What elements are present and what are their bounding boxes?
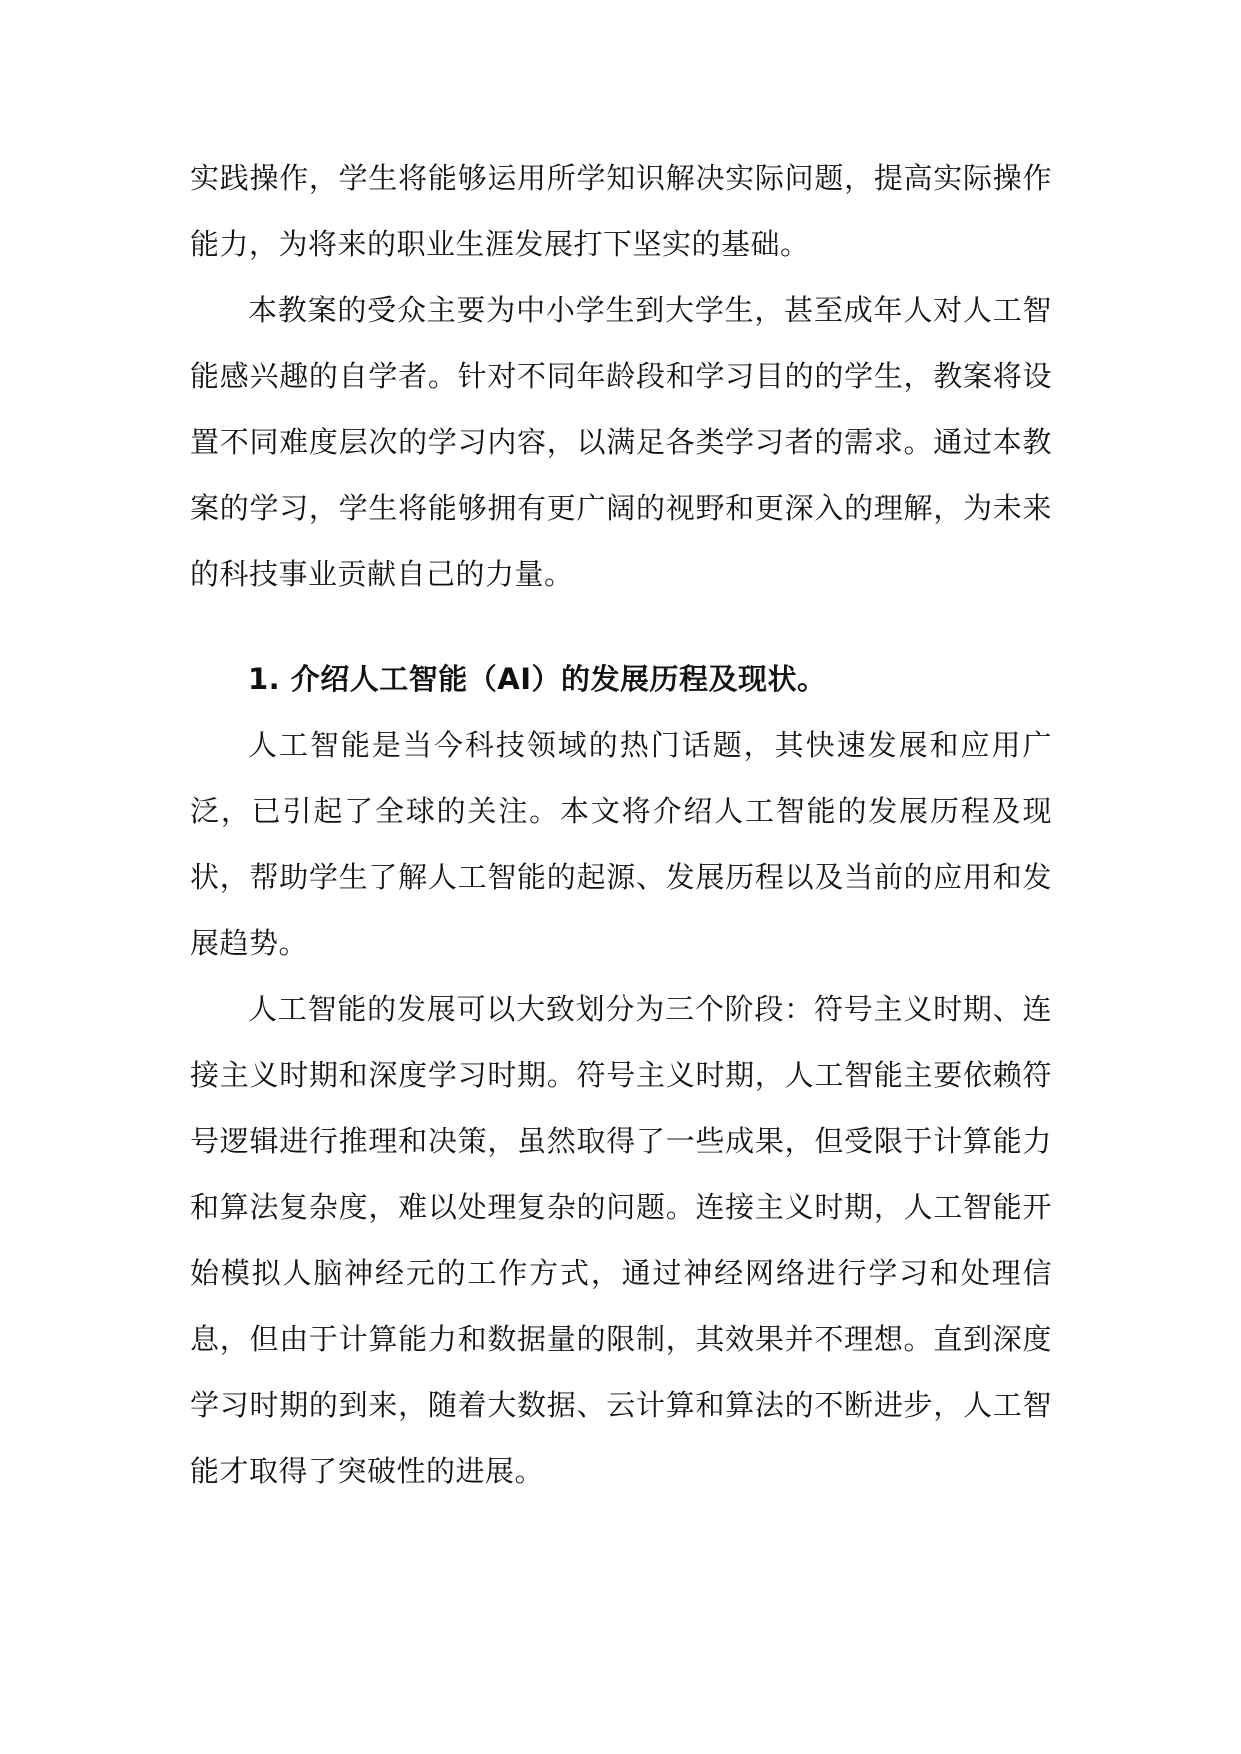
- paragraph-continuation: 实践操作，学生将能够运用所学知识解决实际问题，提高实际操作能力，为将来的职业生涯发展打下坚实的基础。: [190, 161, 1052, 261]
- paragraph-intro: 人工智能是当今科技领域的热门话题，其快速发展和应用广泛，已引起了全球的关注。本文将介绍人工智能的发展历程及现状，帮助学生了解人工智能的起源、发展历程以及当前的应用和发展趋势。: [190, 728, 1052, 960]
- paragraph-audience: 本教案的受众主要为中小学生到大学生，甚至成年人对人工智能感兴趣的自学者。针对不同年龄段和学习目的的学生，教案将设置不同难度层次的学习内容，以满足各类学习者的需求。通过本教案的学习，学生将能够拥有更广阔的视野和更深入的理解，为未来的科技事业贡献自己的力量。: [190, 293, 1052, 591]
- paragraph-stages: 人工智能的发展可以大致划分为三个阶段：符号主义时期、连接主义时期和深度学习时期。符号主义时期，人工智能主要依赖符号逻辑进行推理和决策，虽然取得了一些成果，但受限于计算能力和算法复杂度，难以处理复杂的问题。连接主义时期，人工智能开始模拟人脑神经元的工作方式，通过神经网络进行学习和处理信息，但由于计算能力和数据量的限制，其效果并不理想。直到深度学习时期的到来，随着大数据、云计算和算法的不断进步，人工智能才取得了突破性的进展。: [190, 992, 1052, 1488]
- section-heading: 1. 介绍人工智能（AI）的发展历程及现状。: [248, 662, 827, 696]
- document-body: [190, 145, 1052, 1504]
